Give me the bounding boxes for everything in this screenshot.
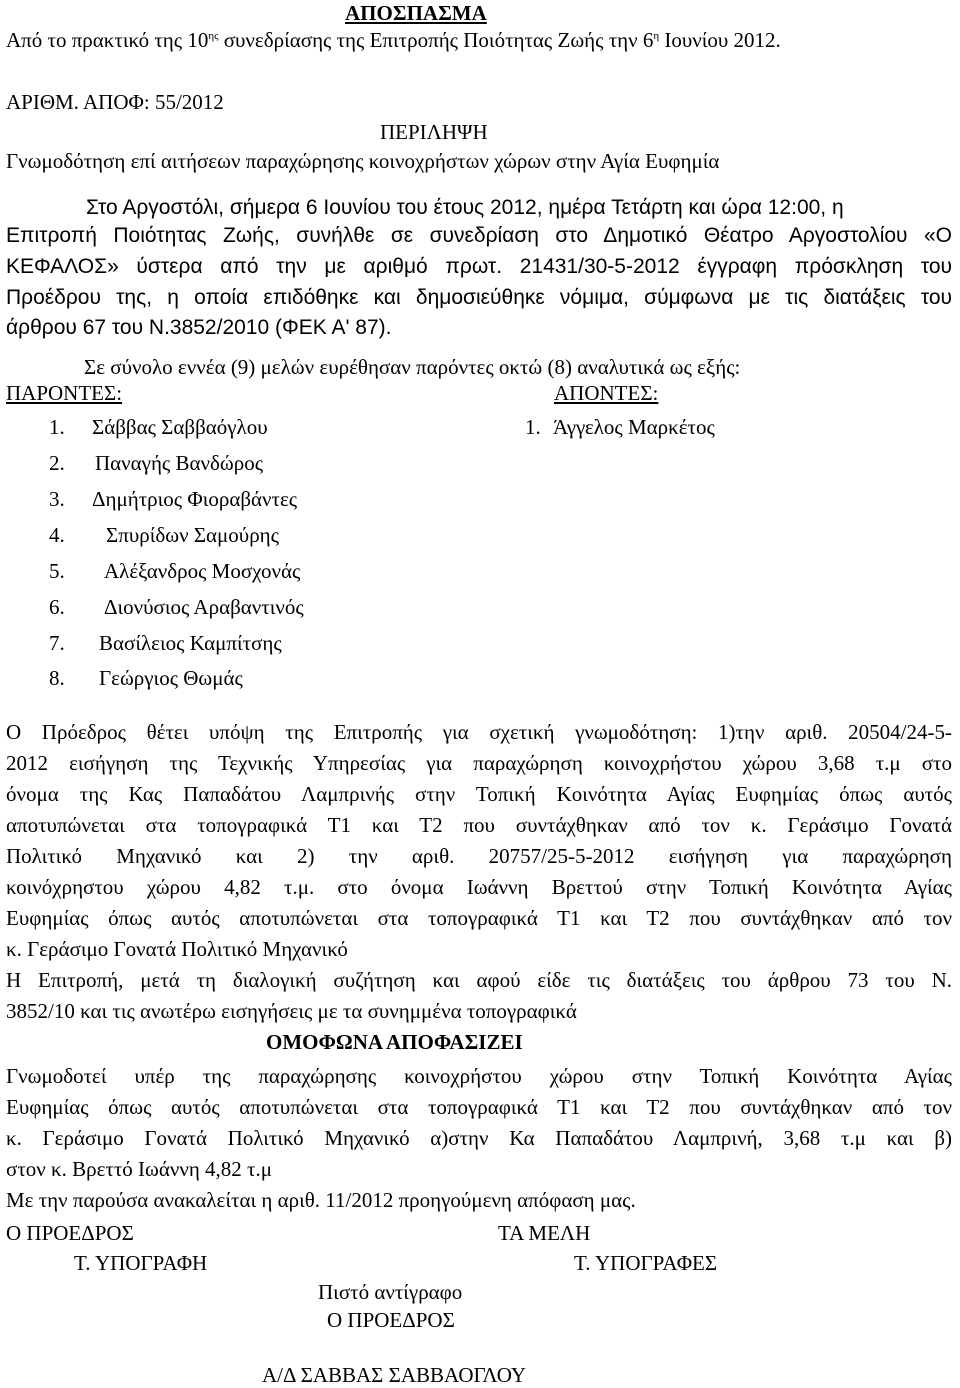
member-name: Γεώργιος Θωμάς (99, 666, 243, 690)
attendance-summary: Σε σύνολο εννέα (9) μελών ευρέθησαν παρόντες οκτώ (8) αναλυτικά ως εξής: (84, 355, 741, 379)
proposal-line: κ. Γεράσιμο Γονατά Πολιτικό Μηχανικό (6, 937, 348, 961)
revocation-note: Με την παρούσα ανακαλείται η αριθ. 11/2012 προηγούμενη απόφαση μας. (6, 1188, 636, 1212)
list-item: 7. (49, 631, 65, 655)
chair-label: Ο ΠΡΟΕΔΡΟΣ (6, 1221, 134, 1245)
proposal-line: όνομα της Κας Παπαδάτου Λαμπρινής στην Τοπική Κοινότητα Αγίας Ευφημίας όπως αυτός (6, 782, 952, 806)
proposal-line: αποτυπώνεται στα τοπογραφικά Τ1 και Τ2 που συντάχθηκαν από τον κ. Γεράσιμο Γονατά (6, 813, 952, 837)
absent-label: ΑΠΟΝΤΕΣ: (554, 381, 659, 405)
committee-line: Η Επιτροπή, μετά τη διαλογική συζήτηση και αφού είδε τις διατάξεις του άρθρου 73 του Ν. (6, 968, 952, 992)
certified-chair: Ο ΠΡΟΕΔΡΟΣ (327, 1308, 455, 1332)
committee-line: 3852/10 και τις ανωτέρω εισηγήσεις με τα συνημμένα τοπογραφικά (6, 999, 577, 1023)
proposal-line: κοινόχρηστου χώρου 4,82 τ.μ. στο όνομα Ιωάννη Βρεττού στην Τοπική Κοινότητα Αγίας (6, 875, 952, 899)
resolution-line: Ευφημίας όπως αυτός αποτυπώνεται στα τοπογραφικά Τ1 και Τ2 που συντάχθηκαν από τον (6, 1095, 952, 1119)
intro-line: Στο Αργοστόλι, σήμερα 6 Ιουνίου του έτους 2012, ημέρα Τετάρτη και ώρα 12:00, η (86, 196, 844, 219)
list-item: 2. (49, 451, 65, 475)
proposal-line: Πολιτικό Μηχανικό και 2) την αριθ. 20757/25-5-2012 εισήγηση για παραχώρηση (6, 844, 952, 868)
resolution-line: Γνωμοδοτεί υπέρ της παραχώρησης κοινοχρήστου χώρου στην Τοπική Κοινότητα Αγίας (6, 1064, 952, 1088)
list-item: 3. (49, 487, 65, 511)
member-name: Αλέξανδρος Μοσχονάς (104, 559, 301, 583)
resolution-heading: ΟΜΟΦΩΝΑ ΑΠΟΦΑΣΙΖΕΙ (266, 1030, 523, 1054)
member-name: Παναγής Βανδώρος (95, 451, 264, 475)
member-name: Δημήτριος Φιοραβάντες (92, 487, 298, 511)
present-label: ΠΑΡΟΝΤΕΣ: (6, 381, 123, 405)
list-item: 5. (49, 559, 65, 583)
summary-text: Γνωμοδότηση επί αιτήσεων παραχώρησης κοινοχρήστων χώρων στην Αγία Ευφημία (6, 149, 720, 173)
resolution-line: στον κ. Βρεττό Ιωάννη 4,82 τ.μ (6, 1157, 273, 1181)
proposal-line: 2012 εισήγηση της Τεχνικής Υπηρεσίας για παραχώρηση κοινοχρήστου χώρου 3,68 τ.μ στο (6, 751, 952, 775)
members-signature: Τ. ΥΠΟΓΡΑΦΕΣ (574, 1251, 718, 1275)
resolution-line: κ. Γεράσιμο Γονατά Πολιτικό Μηχανικό α)στην Κα Παπαδάτου Λαμπρινή, 3,68 τ.μ και β) (6, 1126, 952, 1150)
proposal-line: Ευφημίας όπως αυτός αποτυπώνεται στα τοπογραφικά Τ1 και Τ2 που συντάχθηκαν από τον (6, 906, 952, 930)
document-title: ΑΠΟΣΠΑΣΜΑ (345, 1, 487, 25)
member-name: Βασίλειος Καμπίτσης (99, 631, 282, 655)
list-item: 4. (49, 523, 65, 547)
proposal-line: Ο Πρόεδρος θέτει υπόψη της Επιτροπής για σχετική γνωμοδότηση: 1)την αριθ. 20504/24-5- (6, 720, 952, 744)
list-item: 1. (49, 415, 65, 439)
chair-signature: Τ. ΥΠΟΓΡΑΦΗ (74, 1251, 208, 1275)
list-item: 1. (525, 415, 541, 439)
member-name: Διονύσιος Αραβαντινός (104, 595, 304, 619)
intro-line: Προέδρου της, η οποία επιδόθηκε και δημοσιεύθηκε νόμιμα, σύμφωνα με τις διατάξεις του (6, 286, 952, 309)
member-name: Σάββας Σαββαόγλου (92, 415, 268, 439)
intro-line: Επιτροπή Ποιότητας Ζωής, συνήλθε σε συνεδρίαση στο Δημοτικό Θέατρο Αργοστολίου «Ο (6, 224, 952, 247)
list-item: 8. (49, 666, 65, 690)
summary-heading: ΠΕΡΙΛΗΨΗ (380, 120, 488, 144)
intro-line: ΚΕΦΑΛΟΣ» ύστερα από την με αριθμό πρωτ. 21431/30-5-2012 έγγραφη πρόσκληση του (6, 255, 952, 278)
signer-name: Α/Δ ΣΑΒΒΑΣ ΣΑΒΒΑΟΓΛΟΥ (262, 1363, 527, 1387)
certified-copy: Πιστό αντίγραφο (318, 1280, 463, 1304)
intro-line: άρθρου 67 του Ν.3852/2010 (ΦΕΚ Α' 87). (6, 316, 392, 339)
minutes-reference: Από το πρακτικό της $10^{\eta\varsigma}$ συνεδρίασης της Επιτροπής Ποιότητας Ζωής την $6^\eta$ Ιουνίου 2012. (6, 28, 781, 52)
decision-number: ΑΡΙΘΜ. ΑΠΟΦ: 55/2012 (6, 90, 224, 114)
member-name: Σπυρίδων Σαμούρης (106, 523, 279, 547)
member-name: Άγγελος Μαρκέτος (553, 415, 715, 439)
members-label: ΤΑ ΜΕΛΗ (498, 1221, 591, 1245)
list-item: 6. (49, 595, 65, 619)
